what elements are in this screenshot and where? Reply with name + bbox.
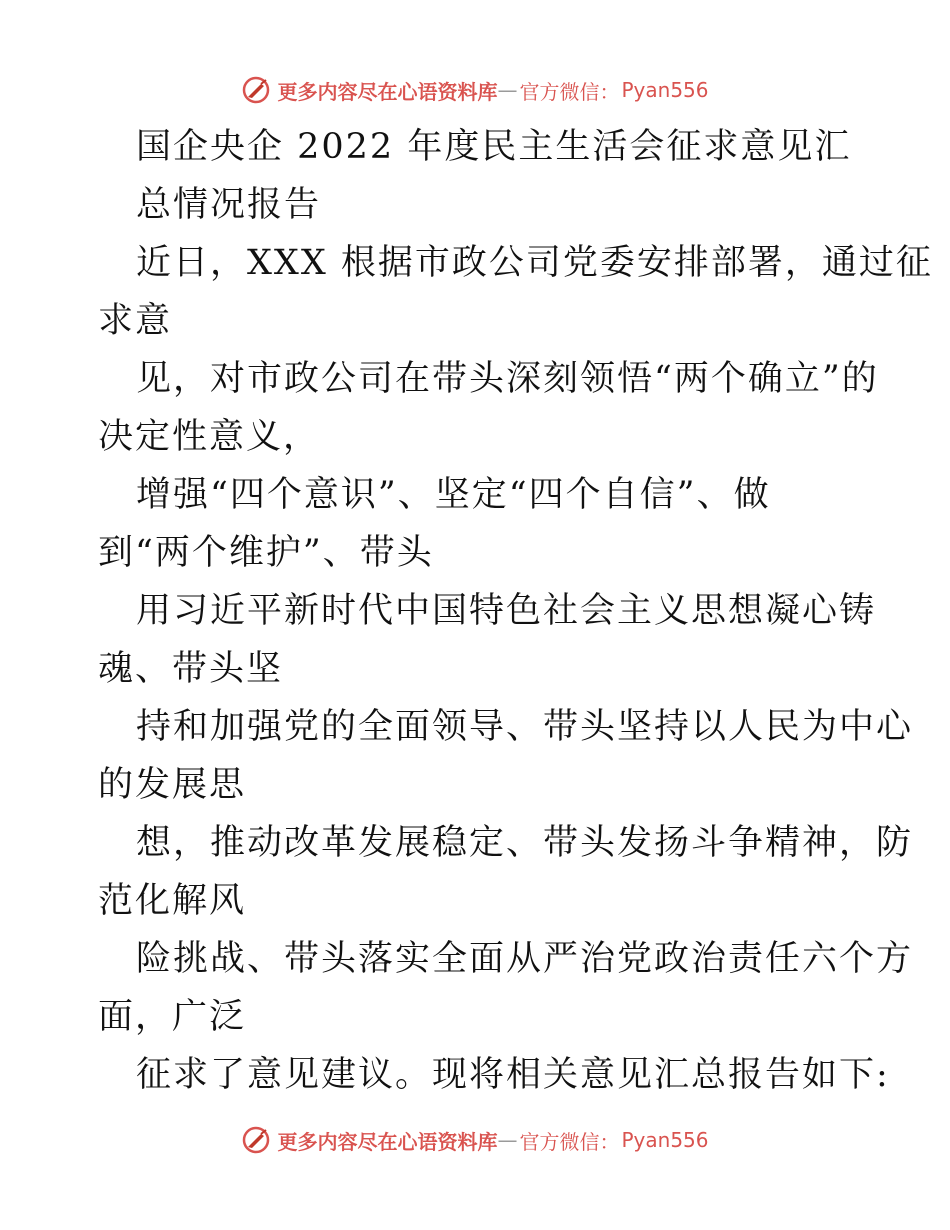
watermark-main-text: 更多内容尽在心语资料库 — [277, 1129, 498, 1154]
paragraph-line: 征求了意见建议。现将相关意见汇总报告如下: — [136, 1055, 890, 1095]
watermark-official-label: 官方微信： — [519, 1129, 620, 1154]
feather-pen-circle-icon — [241, 1125, 271, 1155]
paragraph-line: 用习近平新时代中国特色社会主义思想凝心铸 — [136, 591, 877, 631]
watermark-official-label: 官方微信： — [519, 79, 620, 104]
paragraph-line: 见，对市政公司在带头深刻领悟“两个确立”的 — [136, 359, 879, 399]
paragraph-line: 面，广泛 — [98, 997, 247, 1037]
watermark-dash: — — [497, 1128, 518, 1152]
watermark-wechat-id: Pyan556 — [621, 78, 709, 102]
paragraph-line: 近日，XXX 根据市政公司党委安排部署，通过征 — [136, 243, 933, 283]
paragraph-line: 险挑战、带头落实全面从严治党政治责任六个方 — [136, 939, 914, 979]
watermark-header — [0, 70, 950, 110]
paragraph-line: 想，推动改革发展稳定、带头发扬斗争精神，防 — [136, 823, 914, 863]
paragraph-line: 求意 — [98, 301, 173, 341]
watermark-footer — [0, 1120, 950, 1160]
paragraph-line: 范化解风 — [98, 881, 247, 921]
feather-pen-circle-icon — [241, 75, 271, 105]
watermark-wechat-id: Pyan556 — [621, 1128, 709, 1152]
paragraph-line: 魂、带头坚 — [98, 649, 284, 689]
paragraph-line: 增强“四个意识”、坚定“四个自信”、做 — [136, 475, 771, 515]
paragraph-line: 到“两个维护”、带头 — [98, 533, 434, 573]
watermark-main-text: 更多内容尽在心语资料库 — [277, 79, 498, 104]
watermark-dash: — — [497, 78, 518, 102]
paragraph-line: 决定性意义， — [98, 417, 321, 457]
document-title-line-1: 国企央企 2022 年度民主生活会征求意见汇 — [136, 127, 852, 167]
paragraph-line: 持和加强党的全面领导、带头坚持以人民为中心 — [136, 707, 914, 747]
document-title-line-2: 总情况报告 — [136, 185, 322, 225]
paragraph-line: 的发展思 — [98, 765, 247, 805]
